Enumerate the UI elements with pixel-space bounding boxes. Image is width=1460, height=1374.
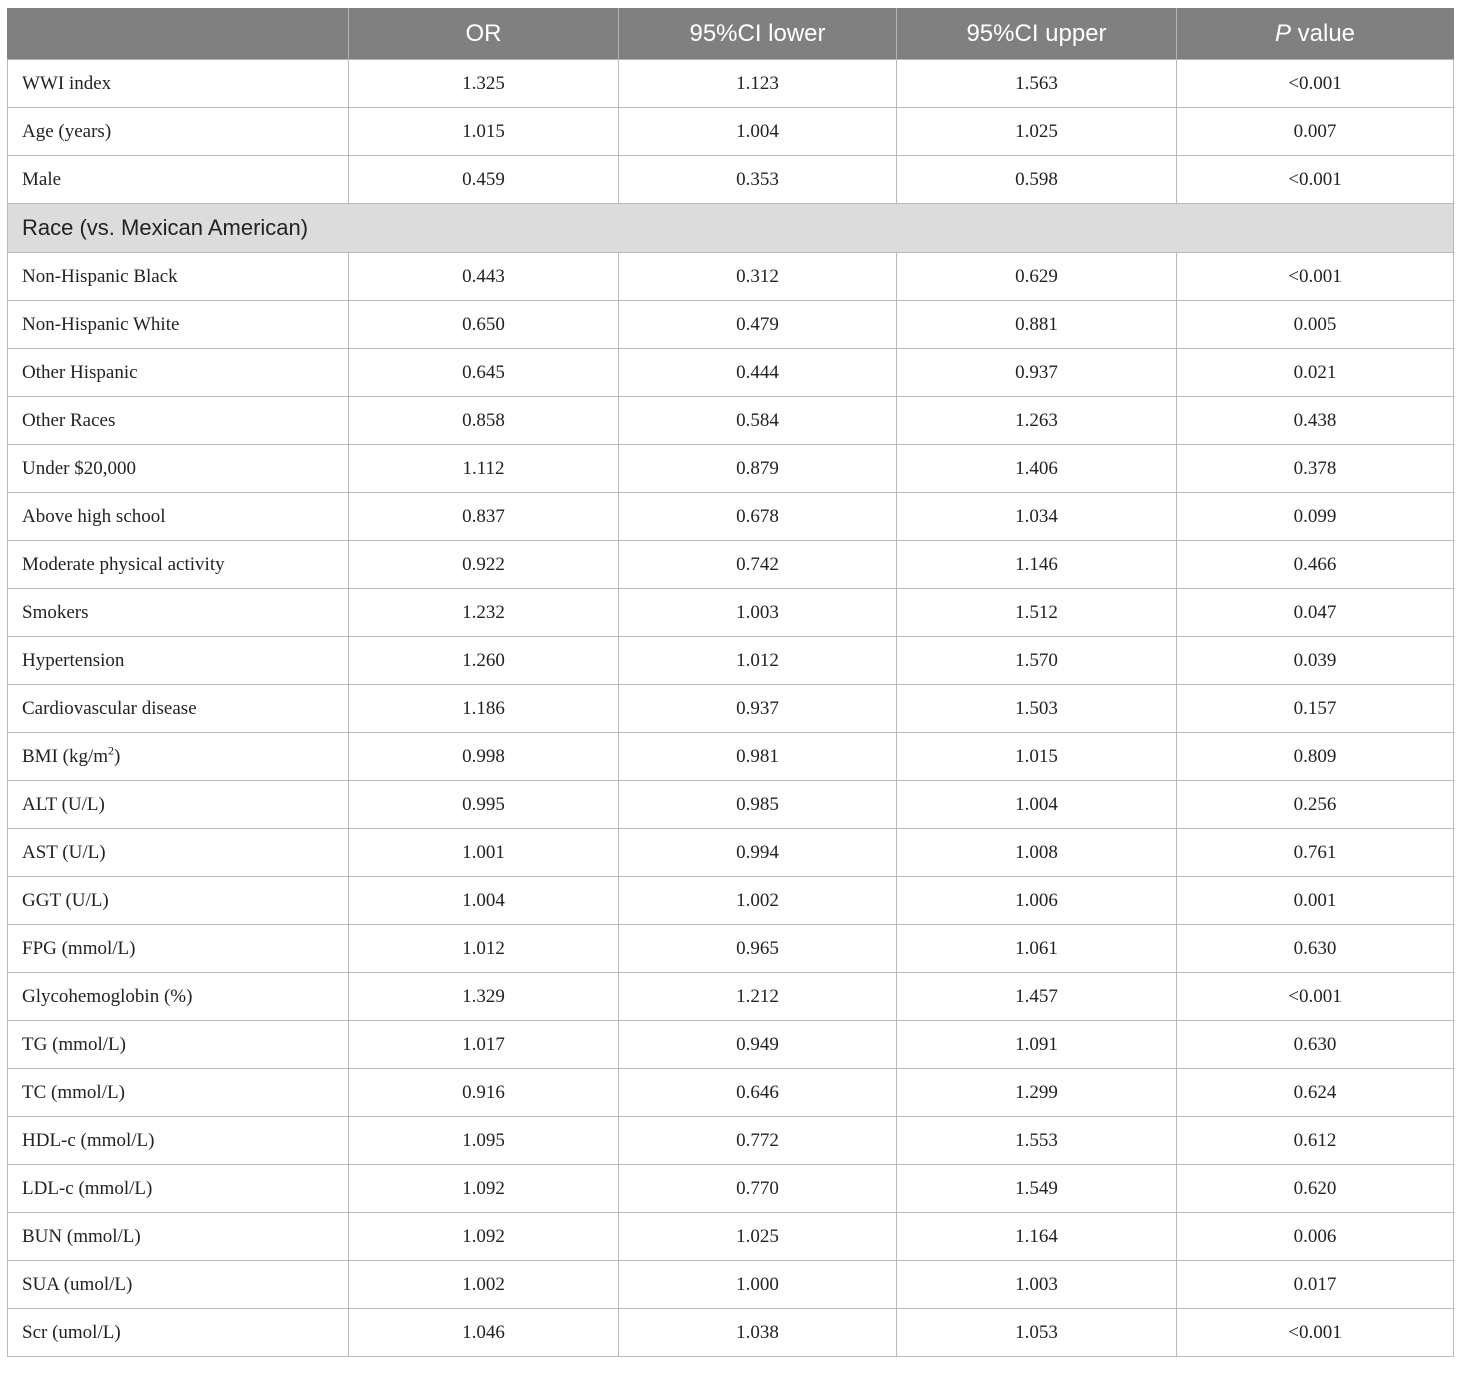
cell-p-value: 0.378	[1177, 445, 1454, 493]
cell-p-value: <0.001	[1177, 973, 1454, 1021]
row-label: Cardiovascular disease	[8, 685, 349, 733]
section-row-race	[8, 204, 1454, 253]
header-ci-lower: 95%CI lower	[619, 9, 897, 60]
cell-p-value: 0.630	[1177, 925, 1454, 973]
cell-p-value: 0.438	[1177, 397, 1454, 445]
regression-table	[7, 8, 1454, 1357]
cell-ci-lower: 1.012	[619, 637, 897, 685]
header-p-rest: value	[1290, 20, 1356, 47]
cell-ci-upper: 0.598	[897, 156, 1177, 204]
row-label: WWI index	[8, 60, 349, 108]
cell-or: 1.004	[349, 877, 619, 925]
row-label: Non-Hispanic White	[8, 301, 349, 349]
cell-or: 0.837	[349, 493, 619, 541]
cell-p-value: 0.624	[1177, 1069, 1454, 1117]
header-row	[8, 9, 1454, 60]
cell-p-value: 0.021	[1177, 349, 1454, 397]
cell-p-value: 0.099	[1177, 493, 1454, 541]
cell-ci-upper: 0.881	[897, 301, 1177, 349]
cell-ci-upper: 1.457	[897, 973, 1177, 1021]
header-p-italic: P	[1274, 20, 1291, 47]
row-label: Other Races	[8, 397, 349, 445]
cell-or: 1.092	[349, 1165, 619, 1213]
cell-p-value: 0.157	[1177, 685, 1454, 733]
bmi-label-main: BMI (kg/m	[22, 745, 109, 767]
cell-ci-upper: 1.553	[897, 1117, 1177, 1165]
row-label: Scr (umol/L)	[8, 1309, 349, 1357]
cell-ci-lower: 0.444	[619, 349, 897, 397]
cell-or: 1.329	[349, 973, 619, 1021]
cell-ci-upper: 1.015	[897, 733, 1177, 781]
table-row	[8, 397, 1454, 445]
cell-or: 0.916	[349, 1069, 619, 1117]
cell-p-value: 0.256	[1177, 781, 1454, 829]
cell-ci-upper: 1.061	[897, 925, 1177, 973]
table-body	[8, 60, 1454, 1357]
cell-p-value: 0.001	[1177, 877, 1454, 925]
row-label: Age (years)	[8, 108, 349, 156]
cell-ci-lower: 0.479	[619, 301, 897, 349]
bmi-label-sup: 2	[108, 743, 115, 758]
row-label: Hypertension	[8, 637, 349, 685]
table-row	[8, 301, 1454, 349]
cell-ci-upper: 1.549	[897, 1165, 1177, 1213]
cell-ci-lower: 1.002	[619, 877, 897, 925]
row-label: AST (U/L)	[8, 829, 349, 877]
table-row	[8, 973, 1454, 1021]
cell-p-value: 0.612	[1177, 1117, 1454, 1165]
table-row	[8, 349, 1454, 397]
cell-ci-lower: 0.937	[619, 685, 897, 733]
row-label: GGT (U/L)	[8, 877, 349, 925]
cell-p-value: 0.017	[1177, 1261, 1454, 1309]
cell-or: 0.650	[349, 301, 619, 349]
table-row	[8, 1309, 1454, 1357]
cell-or: 0.645	[349, 349, 619, 397]
cell-p-value: 0.809	[1177, 733, 1454, 781]
cell-or: 1.232	[349, 589, 619, 637]
cell-ci-lower: 1.003	[619, 589, 897, 637]
table-row	[8, 1117, 1454, 1165]
cell-ci-upper: 1.563	[897, 60, 1177, 108]
cell-p-value: 0.620	[1177, 1165, 1454, 1213]
table-row	[8, 781, 1454, 829]
cell-p-value: 0.466	[1177, 541, 1454, 589]
cell-ci-lower: 1.025	[619, 1213, 897, 1261]
table-row	[8, 925, 1454, 973]
row-label: Other Hispanic	[8, 349, 349, 397]
cell-p-value: 0.630	[1177, 1021, 1454, 1069]
table-row	[8, 1213, 1454, 1261]
cell-ci-upper: 1.004	[897, 781, 1177, 829]
cell-or: 1.001	[349, 829, 619, 877]
cell-ci-lower: 0.353	[619, 156, 897, 204]
cell-p-value: 0.005	[1177, 301, 1454, 349]
row-label: Non-Hispanic Black	[8, 253, 349, 301]
row-label: SUA (umol/L)	[8, 1261, 349, 1309]
cell-or: 1.112	[349, 445, 619, 493]
cell-ci-upper: 1.008	[897, 829, 1177, 877]
cell-or: 0.459	[349, 156, 619, 204]
cell-or: 1.012	[349, 925, 619, 973]
cell-or: 0.922	[349, 541, 619, 589]
cell-ci-upper: 1.164	[897, 1213, 1177, 1261]
row-label: HDL-c (mmol/L)	[8, 1117, 349, 1165]
cell-or: 0.998	[349, 733, 619, 781]
cell-ci-lower: 0.994	[619, 829, 897, 877]
row-label: Glycohemoglobin (%)	[8, 973, 349, 1021]
cell-ci-upper: 1.034	[897, 493, 1177, 541]
cell-or: 1.002	[349, 1261, 619, 1309]
table-row	[8, 1021, 1454, 1069]
cell-or: 0.443	[349, 253, 619, 301]
cell-ci-upper: 1.006	[897, 877, 1177, 925]
header-variable	[8, 9, 349, 60]
cell-ci-lower: 1.000	[619, 1261, 897, 1309]
cell-ci-lower: 0.770	[619, 1165, 897, 1213]
header-or: OR	[349, 9, 619, 60]
cell-ci-upper: 1.299	[897, 1069, 1177, 1117]
cell-ci-upper: 1.512	[897, 589, 1177, 637]
cell-p-value: <0.001	[1177, 156, 1454, 204]
cell-or: 1.092	[349, 1213, 619, 1261]
header-p-value	[1177, 9, 1454, 60]
table-row	[8, 108, 1454, 156]
cell-p-value: 0.761	[1177, 829, 1454, 877]
cell-ci-upper: 1.003	[897, 1261, 1177, 1309]
table-row	[8, 541, 1454, 589]
table-row	[8, 445, 1454, 493]
table-row	[8, 1165, 1454, 1213]
cell-ci-upper: 1.263	[897, 397, 1177, 445]
cell-ci-lower: 0.312	[619, 253, 897, 301]
cell-ci-upper: 1.146	[897, 541, 1177, 589]
cell-ci-lower: 0.981	[619, 733, 897, 781]
cell-p-value: 0.039	[1177, 637, 1454, 685]
cell-ci-lower: 0.742	[619, 541, 897, 589]
table-row	[8, 493, 1454, 541]
cell-p-value: 0.007	[1177, 108, 1454, 156]
cell-ci-upper: 0.629	[897, 253, 1177, 301]
cell-or: 1.260	[349, 637, 619, 685]
cell-p-value: 0.047	[1177, 589, 1454, 637]
cell-ci-upper: 1.025	[897, 108, 1177, 156]
cell-p-value: <0.001	[1177, 60, 1454, 108]
cell-p-value: 0.006	[1177, 1213, 1454, 1261]
cell-ci-lower: 1.212	[619, 973, 897, 1021]
row-label: Moderate physical activity	[8, 541, 349, 589]
table-row	[8, 156, 1454, 204]
row-label: Smokers	[8, 589, 349, 637]
cell-or: 0.995	[349, 781, 619, 829]
row-label: FPG (mmol/L)	[8, 925, 349, 973]
cell-or: 1.186	[349, 685, 619, 733]
table-row	[8, 589, 1454, 637]
cell-p-value: <0.001	[1177, 253, 1454, 301]
row-label: TG (mmol/L)	[8, 1021, 349, 1069]
cell-or: 1.046	[349, 1309, 619, 1357]
table-row	[8, 60, 1454, 108]
bmi-label-end: )	[114, 745, 121, 767]
cell-ci-lower: 0.772	[619, 1117, 897, 1165]
cell-or: 1.015	[349, 108, 619, 156]
table-row	[8, 829, 1454, 877]
row-label: Under $20,000	[8, 445, 349, 493]
row-label: BUN (mmol/L)	[8, 1213, 349, 1261]
table-row	[8, 685, 1454, 733]
cell-ci-lower: 0.985	[619, 781, 897, 829]
row-label: TC (mmol/L)	[8, 1069, 349, 1117]
table-row	[8, 733, 1454, 781]
row-label: LDL-c (mmol/L)	[8, 1165, 349, 1213]
cell-ci-lower: 0.879	[619, 445, 897, 493]
table-row	[8, 1069, 1454, 1117]
cell-ci-upper: 1.503	[897, 685, 1177, 733]
cell-ci-upper: 1.570	[897, 637, 1177, 685]
cell-ci-upper: 0.937	[897, 349, 1177, 397]
cell-ci-upper: 1.406	[897, 445, 1177, 493]
cell-ci-lower: 1.123	[619, 60, 897, 108]
cell-or: 1.325	[349, 60, 619, 108]
table-row	[8, 877, 1454, 925]
table-container	[7, 8, 1453, 1357]
table-row	[8, 1261, 1454, 1309]
table-header	[8, 9, 1454, 60]
row-label: Male	[8, 156, 349, 204]
cell-ci-upper: 1.091	[897, 1021, 1177, 1069]
cell-or: 1.095	[349, 1117, 619, 1165]
cell-ci-lower: 1.004	[619, 108, 897, 156]
cell-ci-upper: 1.053	[897, 1309, 1177, 1357]
row-label: Above high school	[8, 493, 349, 541]
table-row	[8, 253, 1454, 301]
cell-or: 0.858	[349, 397, 619, 445]
cell-p-value: <0.001	[1177, 1309, 1454, 1357]
section-label: Race (vs. Mexican American)	[8, 204, 1454, 253]
cell-or: 1.017	[349, 1021, 619, 1069]
cell-ci-lower: 0.949	[619, 1021, 897, 1069]
table-row	[8, 637, 1454, 685]
row-label	[8, 733, 349, 781]
cell-ci-lower: 0.965	[619, 925, 897, 973]
cell-ci-lower: 0.646	[619, 1069, 897, 1117]
row-label: ALT (U/L)	[8, 781, 349, 829]
header-ci-upper: 95%CI upper	[897, 9, 1177, 60]
cell-ci-lower: 1.038	[619, 1309, 897, 1357]
cell-ci-lower: 0.678	[619, 493, 897, 541]
cell-ci-lower: 0.584	[619, 397, 897, 445]
